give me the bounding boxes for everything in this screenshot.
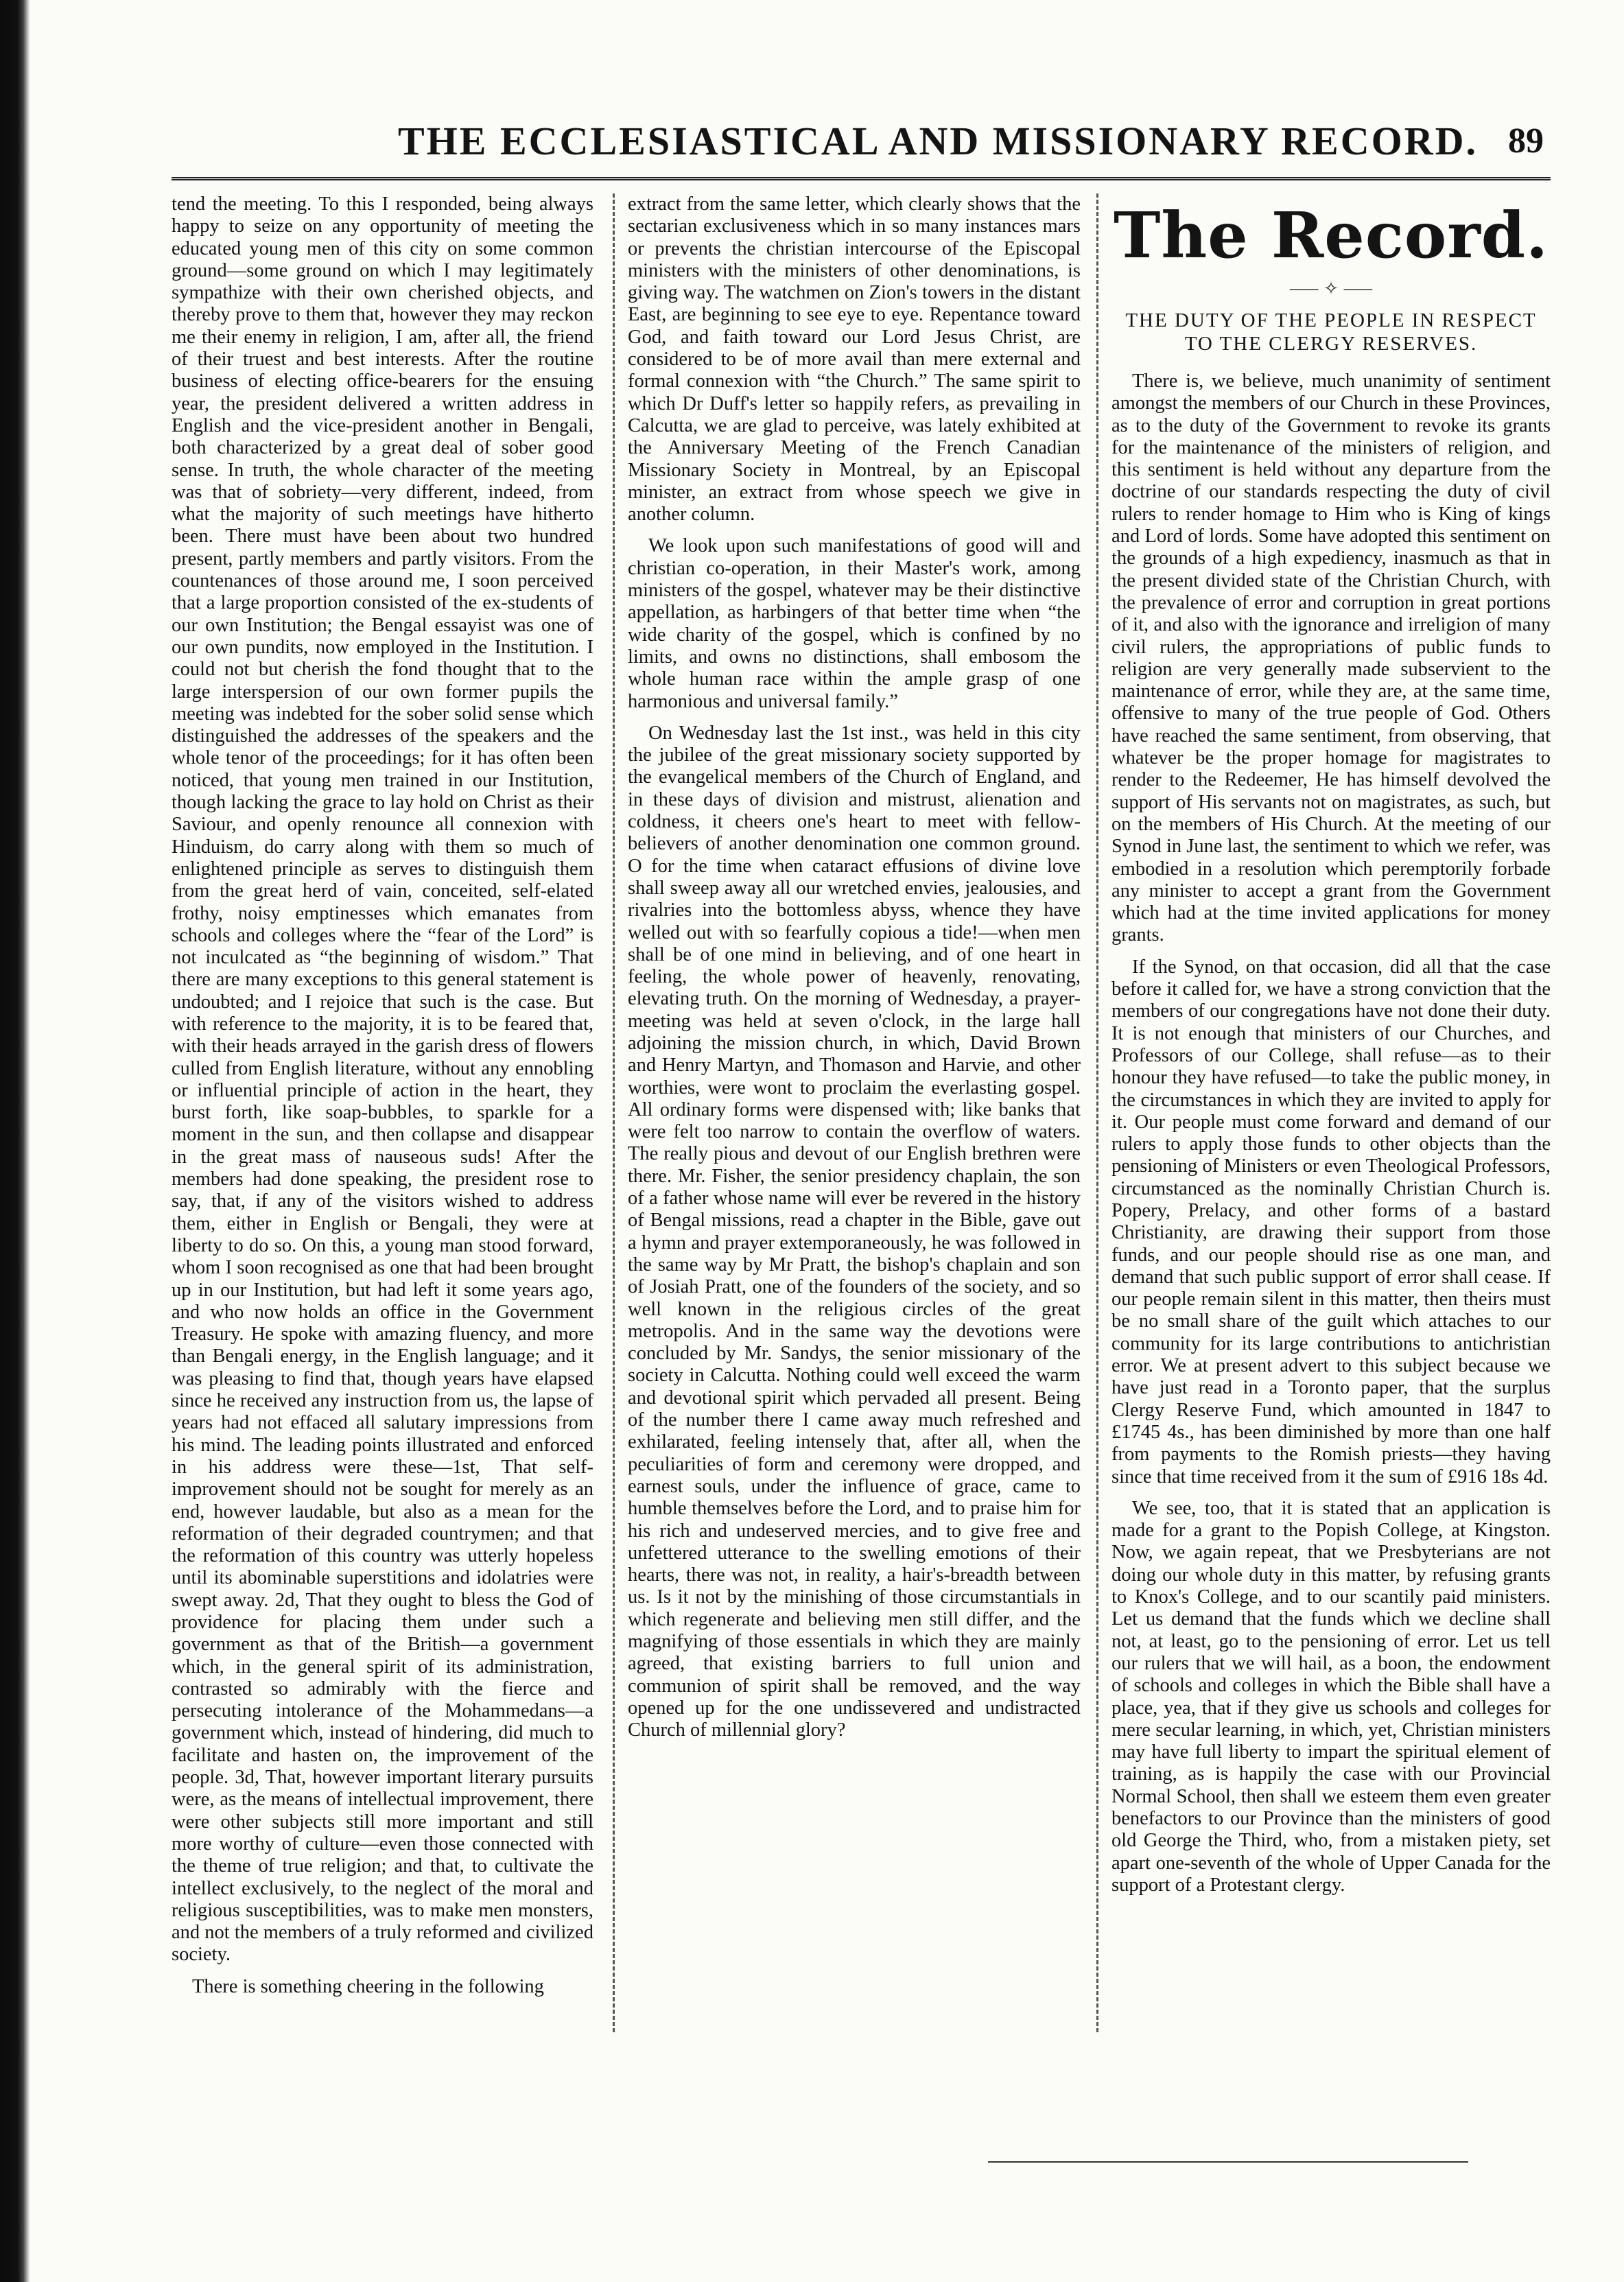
page-title: THE ECCLESIASTICAL AND MISSIONARY RECORD. — [398, 119, 1478, 163]
column-2 — [628, 193, 1081, 2012]
column-3-paragraph: There is, we believe, much unanimity of sentiment amongst the members of our Church in these Provinces, as to the duty of the Government to revoke its grants for the maintenance of the ministers of religion, and this sentiment is held without any departure from the doctrine of our standards respecting the duty of civil rulers to render homage to Him who is King of kings and Lord of lords. Some have adopted this sentiment on the grounds of a high expediency, inasmuch as that in the present divided state of the Christian Church, with the prevalence of error and corruption in great portions of it, and also with the ignorance and irreligion of many civil rulers, the appropriations of public funds to religion are very generally made subservient to the maintenance of error, while they are, at the same time, offensive to many of the true people of God. Others have reached the same sentiment, from observing, that whatever be the proper homage for magistrates to render to the Redeemer, He has himself devolved the support of His servants not on magistrates, as such, but on the members of His Church. At the meeting of our Synod in June last, the sentiment to which we refer, was embodied in a resolution which peremptorily forbade any minister to accept a grant from the Government which had at the time invited applications for money grants. — [1111, 370, 1551, 946]
header-divider — [172, 177, 1551, 180]
footer-rule — [988, 2161, 1468, 2163]
ornament-divider: ⸺ ✧ ⸺ — [1288, 279, 1374, 298]
column-2-paragraph: We look upon such manifestations of good will and christian co-operation, in their Master's work, among ministers of the gospel, whatever may be their distinctive appellation, as harbingers of that better time when “the wide charity of the gospel, which is confined by no limits, and owns no distinctions, shall embosom the whole human race within the ample grasp of one harmonious and universal family.” — [628, 535, 1081, 712]
column-1-paragraph: tend the meeting. To this I responded, being always happy to seize on any opportunity of meeting the educated young men of this city on some common ground—some ground on which I may legitimately sympathize with their own cherished objects, and thereby prove to them that, however they may reckon me their enemy in religion, I am, after all, the friend of their truest and best interests. After the routine business of electing office-bearers for the ensuing year, the president delivered a written address in English and the vice-president another in Bengali, both characterized by a great deal of sober good sense. In truth, the whole character of the meeting was that of sobriety—very different, indeed, from what the majority of such meetings have hitherto been. There must have been about two hundred present, partly members and partly visitors. From the countenances of those around me, I soon perceived that a large proportion consisted of the ex-students of our own Institution; the Bengal essayist was one of our own pundits, now employed in the Institution. I could not but cherish the fond thought that to the large interspersion of our own former pupils the meeting was indebted for the sober solid sense which distinguished the addresses of the speakers and the whole tenor of the proceedings; for it has often been noticed, that young men trained in our Institution, though lacking the grace to lay hold on Christ as their Saviour, and openly renounce all connexion with Hinduism, do carry along with them so much of enlightened principle as serves to distinguish them from the great herd of vain, conceited, self-elated frothy, noisy emptinesses which emanates from schools and colleges where the “fear of the Lord” is not inculcated as “the beginning of wisdom.” That there are many exceptions to this general statement is undoubted; and I rejoice that such is the case. But with reference to the majority, it is to be feared that, with their heads arrayed in the garish dress of flowers culled from English literature, without any ennobling or influential principle of action in the heart, they burst forth, like soap-bubbles, to sparkle for a moment in the sun, and then collapse and disappear in the great mass of nauseous suds! After the members had done speaking, the president rose to say, that, if any of the visitors wished to address them, either in English or Bengali, they were at liberty to do so. On this, a young man stood forward, whom I soon recognised as one that had been brought up in our Institution, but had left it some years ago, and who now holds an office in the Government Treasury. He spoke with amazing fluency, and more than Bengali energy, in the English language; and it was pleasing to find that, though years have elapsed since he received any instruction from us, the lapse of years had not effaced all salutary impressions from his mind. The leading points illustrated and enforced in his address were these—1st, That self-improvement should not be sought for merely as an end, however laudable, but also as a mean for the reformation of their degraded countrymen; and that the reformation of this country was utterly hopeless until its abominable superstitions and idolatries were swept away. 2d, That they ought to bless the God of providence for placing them under such a government as that of the British—a government which, in the general spirit of its administration, contrasted so admirably with the fierce and persecuting intolerance of the Mohammedans—a government which, instead of hindering, did much to facilitate and hasten on, the improvement of the people. 3d, That, however important literary pursuits were, as the means of intellectual improvement, there were other subjects still more important and still more worthy of culture—even those connected with the theme of true religion; and that, to cultivate the intellect exclusively, to the neglect of the moral and religious susceptibilities, was to make men monsters, and not the members of a truly reformed and civilized society. — [172, 193, 593, 1966]
column-divider — [613, 193, 615, 2032]
column-3-paragraph: We see, too, that it is stated that an application is made for a grant to the Popish College, at Kingston. Now, we again repeat, that we Presbyterians are not doing our whole duty in this matter, by refusing grants to Knox's College, and to our scantily paid ministers. Let us demand that the funds which we decline shall not, at least, go to the pensioning of error. Let us tell our rulers that we will hail, as a boon, the endowment of schools and colleges in which the Bible shall have a place, yea, that if they give us schools and colleges for mere secular learning, in which, yet, Christian ministers may have full liberty to impart the spiritual element of training, as is happily the case with our Provincial Normal School, then shall we esteem them even greater benefactors to our Province than the ministers of good old George the Third, who, from a mistaken piety, set apart one-seventh of the whole of Upper Canada for the support of a Protestant clergy. — [1111, 1497, 1551, 1896]
page-number: 89 — [1508, 121, 1544, 161]
column-3-paragraph: If the Synod, on that occasion, did all that the case before it called for, we have a strong conviction that the members of our congregations have not done their duty. It is not enough that ministers of our Churches, and Professors of our College, shall refuse—as to their honour they have refused—to take the public money, in the circumstances in which they are invited to apply for it. Our people must come forward and demand of our rulers to apply those funds to other objects than the pensioning of Ministers or even Theological Professors, circumstanced as the nominally Christian Church is. Popery, Prelacy, and other forms of a bastard Christianity, are drawing their support from those funds, and our people should rise as one man, and demand that such public support of error shall cease. If our people remain silent in this matter, then theirs must be no small share of the guilt which attaches to our community for its large contributions to antichristian error. We at present advert to this subject because we have just read in a Toronto paper, that the surplus Clergy Reserve Fund, which amounted in 1847 to £1745 4s., has been diminished by more than one half from payments to the Romish priests—they having since that time received from it the sum of £916 18s 4d. — [1111, 956, 1551, 1487]
column-1-paragraph: There is something cheering in the following — [192, 1975, 544, 1997]
running-header — [172, 118, 1544, 173]
column-divider — [1096, 193, 1098, 2032]
section-heading: THE DUTY OF THE PEOPLE IN RESPECT TO THE CLERGY RESERVES. — [1125, 309, 1537, 355]
column-2-paragraph: On Wednesday last the 1st inst., was held in this city the jubilee of the great missionary society supported by the evangelical members of the Church of England, and in these days of division and mistrust, alienation and coldness, it cheers one's heart to meet with fellow-believers of another denomination one common ground. O for the time when cataract effusions of divine love shall sweep away all our wretched envies, jealousies, and rivalries into the bottomless abyss, whence they have welled out with so fearfully copious a tide!—when men shall be of one mind in believing, and of one heart in feeling, the whole power of heavenly, renovating, elevating truth. On the morning of Wednesday, a prayer-meeting was held at seven o'clock, in the large hall adjoining the mission church, in which, David Brown and Henry Martyn, and Thomason and Harvie, and other worthies, were wont to proclaim the everlasting gospel. All ordinary forms were dispensed with; like banks that were felt too narrow to contain the overflow of waters. The really pious and devout of our English brethren were there. Mr. Fisher, the senior presidency chaplain, the son of a father whose name will ever be revered in the history of Bengal missions, read a chapter in the Bible, gave out a hymn and prayer extemporaneously, he was followed in the same way by Mr Pratt, the bishop's chaplain and son of Josiah Pratt, one of the founders of the society, and so well known in the religious circles of the great metropolis. And in the same way the devotions were concluded by Mr. Sandys, the senior missionary of the society in Calcutta. Nothing could well exceed the warm and devotional spirit which pervaded all present. Being of the number there I came away much refreshed and exhilarated, feeling intensely that, after all, when the peculiarities of form and ceremony were dropped, and earnest souls, under the influence of grace, came to humble themselves before the Lord, and to praise him for his rich and undeserved mercies, and to give free and unfettered utterance to the swelling emotions of their hearts, there was not, in reality, a hair's-breadth between us. Is it not by the minishing of those circumstantials in which regenerate and believing men still differ, and the magnifying of those essentials in which they are mainly agreed, that existing barriers to full union and communion of spirit shall be removed, and the way opened up for the one undissevered and undistracted Church of millennial glory? — [628, 722, 1081, 1741]
column-2-paragraph: extract from the same letter, which clearly shows that the sectarian exclusiveness which in so many instances mars or prevents the christian intercourse of the Episcopal ministers with the ministers of other denominations, is giving way. The watchmen on Zion's towers in the distant East, are beginning to see eye to eye. Repentance toward God, and faith toward our Lord Jesus Christ, are considered to be of more avail than mere external and formal connexion with “the Church.” The same spirit to which Dr Duff's letter so happily refers, as prevailing in Calcutta, we are glad to perceive, was lately exhibited at the Anniversary Meeting of the French Canadian Missionary Society in Montreal, by an Episcopal minister, an extract from whose speech we give in another column. — [628, 193, 1081, 526]
column-3 — [1111, 193, 1551, 2039]
page-binding-edge — [0, 0, 30, 2282]
record-masthead: The Record. — [1113, 198, 1549, 272]
column-1 — [172, 193, 593, 2094]
